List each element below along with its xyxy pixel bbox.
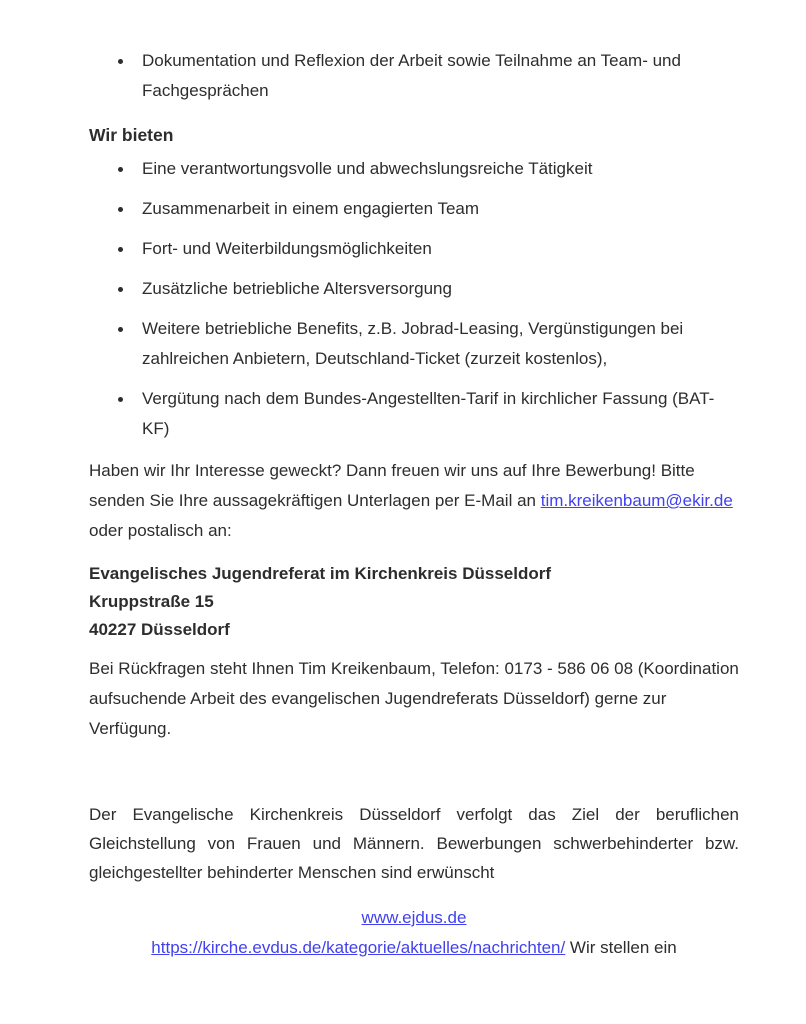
list-item-text: Fort- und Weiterbildungsmöglichkeiten	[142, 239, 432, 258]
footer-trailing-text: Wir stellen ein	[565, 938, 677, 957]
bullet-icon	[118, 247, 123, 252]
footer-line-1	[89, 903, 739, 933]
list-item	[89, 314, 739, 374]
bullet-icon	[118, 397, 123, 402]
bullet-icon	[118, 207, 123, 212]
email-link[interactable]: tim.kreikenbaum@ekir.de	[540, 491, 733, 510]
bullet-icon	[118, 287, 123, 292]
application-text-before: Haben wir Ihr Interesse geweckt? Dann freuen wir uns auf Ihre Bewerbung! Bitte senden Sie Ihre aussagekräftigen Unterlagen per E-Mail an	[89, 461, 695, 510]
equality-paragraph: Der Evangelische Kirchenkreis Düsseldorf verfolgt das Ziel der beruflichen Gleichstellung von Frauen und Männern. Bewerbungen schwerbehinderter bzw. gleichgestellter behinderter Menschen sind erwünscht	[89, 805, 739, 882]
list-item	[89, 154, 739, 184]
list-item-text: Weitere betriebliche Benefits, z.B. Jobrad-Leasing, Vergünstigungen bei zahlreichen Anbietern, Deutschland-Ticket (zurzeit kostenlos),	[142, 319, 684, 368]
address-line-city: 40227 Düsseldorf	[89, 620, 230, 639]
list-item-text: Zusätzliche betriebliche Altersversorgung	[142, 279, 452, 298]
bullet-icon	[118, 327, 123, 332]
address-line-street: Kruppstraße 15	[89, 592, 214, 611]
list-item-text: Vergütung nach dem Bundes-Angestellten-Tarif in kirchlicher Fassung (BAT-KF)	[142, 389, 715, 438]
bullet-icon	[118, 167, 123, 172]
list-item	[89, 384, 739, 444]
section-heading-wir-bieten: Wir bieten	[89, 125, 174, 145]
list-item-text: Dokumentation und Reflexion der Arbeit sowie Teilnahme an Team- und Fachgesprächen	[142, 51, 681, 100]
list-item	[89, 194, 739, 224]
footer-links	[89, 903, 739, 963]
nachrichten-link[interactable]: https://kirche.evdus.de/kategorie/aktuelles/nachrichten/	[151, 938, 566, 957]
list-item-text: Zusammenarbeit in einem engagierten Team	[142, 199, 480, 218]
bullet-icon	[118, 59, 123, 64]
contact-paragraph: Bei Rückfragen steht Ihnen Tim Kreikenbaum, Telefon: 0173 - 586 06 08 (Koordination aufsuchende Arbeit des evangelischen Jugendreferats Düsseldorf) gerne zur Verfügung.	[89, 659, 739, 738]
address-block	[89, 560, 739, 644]
list-item	[89, 234, 739, 264]
footer-line-2	[89, 933, 739, 963]
application-paragraph	[89, 456, 739, 546]
list-item-text: Eine verantwortungsvolle und abwechslungsreiche Tätigkeit	[142, 159, 593, 178]
ejdus-link[interactable]: www.ejdus.de	[361, 908, 467, 927]
address-line-org: Evangelisches Jugendreferat im Kirchenkreis Düsseldorf	[89, 564, 552, 583]
list-item	[89, 274, 739, 304]
list-item	[89, 46, 739, 106]
application-text-after: oder postalisch an:	[89, 521, 232, 540]
